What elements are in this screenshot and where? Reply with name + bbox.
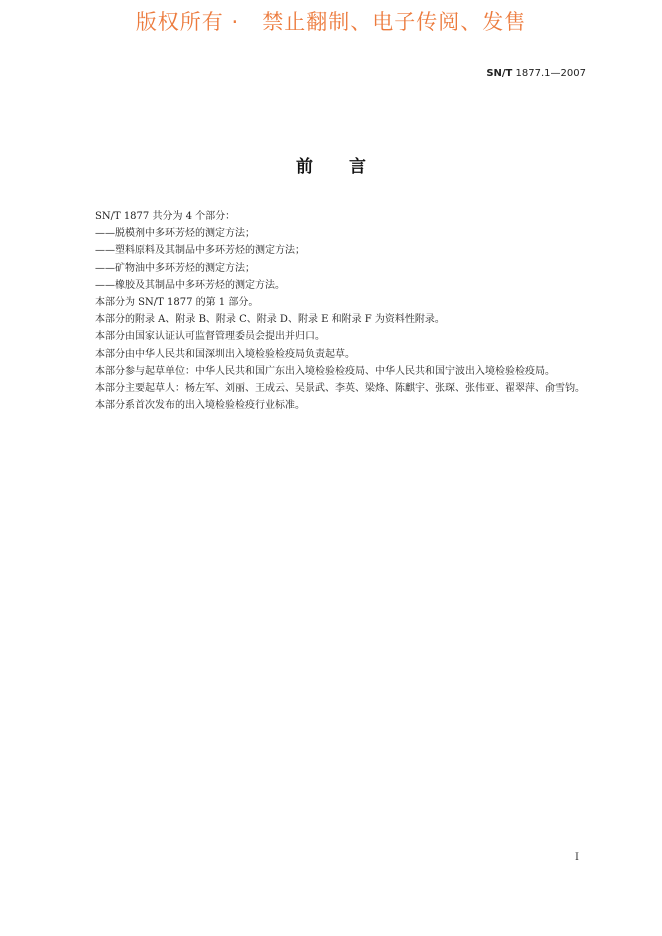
standard-number: 1877.1—2007 [515, 68, 586, 79]
standard-prefix: SN/T [486, 68, 513, 79]
paragraph: 本部分主要起草人：杨左军、刘丽、王成云、吴景武、李英、梁烽、陈麒宇、张琛、张伟亚、翟翠萍、俞雪钧。 [95, 383, 585, 395]
list-item: ——橡胶及其制品中多环芳烃的测定方法。 [95, 279, 285, 291]
foreword-body [74, 208, 590, 414]
standard-code [486, 68, 586, 79]
paragraph: 本部分由中华人民共和国深圳出入境检验检疫局负责起草。 [95, 348, 355, 360]
paragraph: SN/T 1877 共分为 4 个部分： [95, 211, 236, 222]
list-item: ——脱模剂中多环芳烃的测定方法； [95, 228, 255, 240]
paragraph: 本部分由国家认证认可监督管理委员会提出并归口。 [95, 331, 325, 343]
watermark-banner: 版权所有 · 禁止翻制、电子传阅、发售 [135, 10, 527, 34]
list-item: ——塑料原料及其制品中多环芳烃的测定方法； [95, 245, 305, 257]
paragraph: 本部分为 SN/T 1877 的第 1 部分。 [95, 297, 259, 309]
page-title: 前言 [296, 157, 402, 177]
paragraph: 本部分的附录 A、附录 B、附录 C、附录 D、附录 E 和附录 F 为资料性附录。 [95, 314, 445, 326]
page-number: I [575, 852, 579, 863]
paragraph: 本部分参与起草单位：中华人民共和国广东出入境检验检疫局、中华人民共和国宁波出入境检验检疫局。 [95, 365, 555, 377]
list-item: ——矿物油中多环芳烃的测定方法； [95, 262, 255, 274]
paragraph: 本部分系首次发布的出入境检验检疫行业标准。 [95, 400, 305, 412]
